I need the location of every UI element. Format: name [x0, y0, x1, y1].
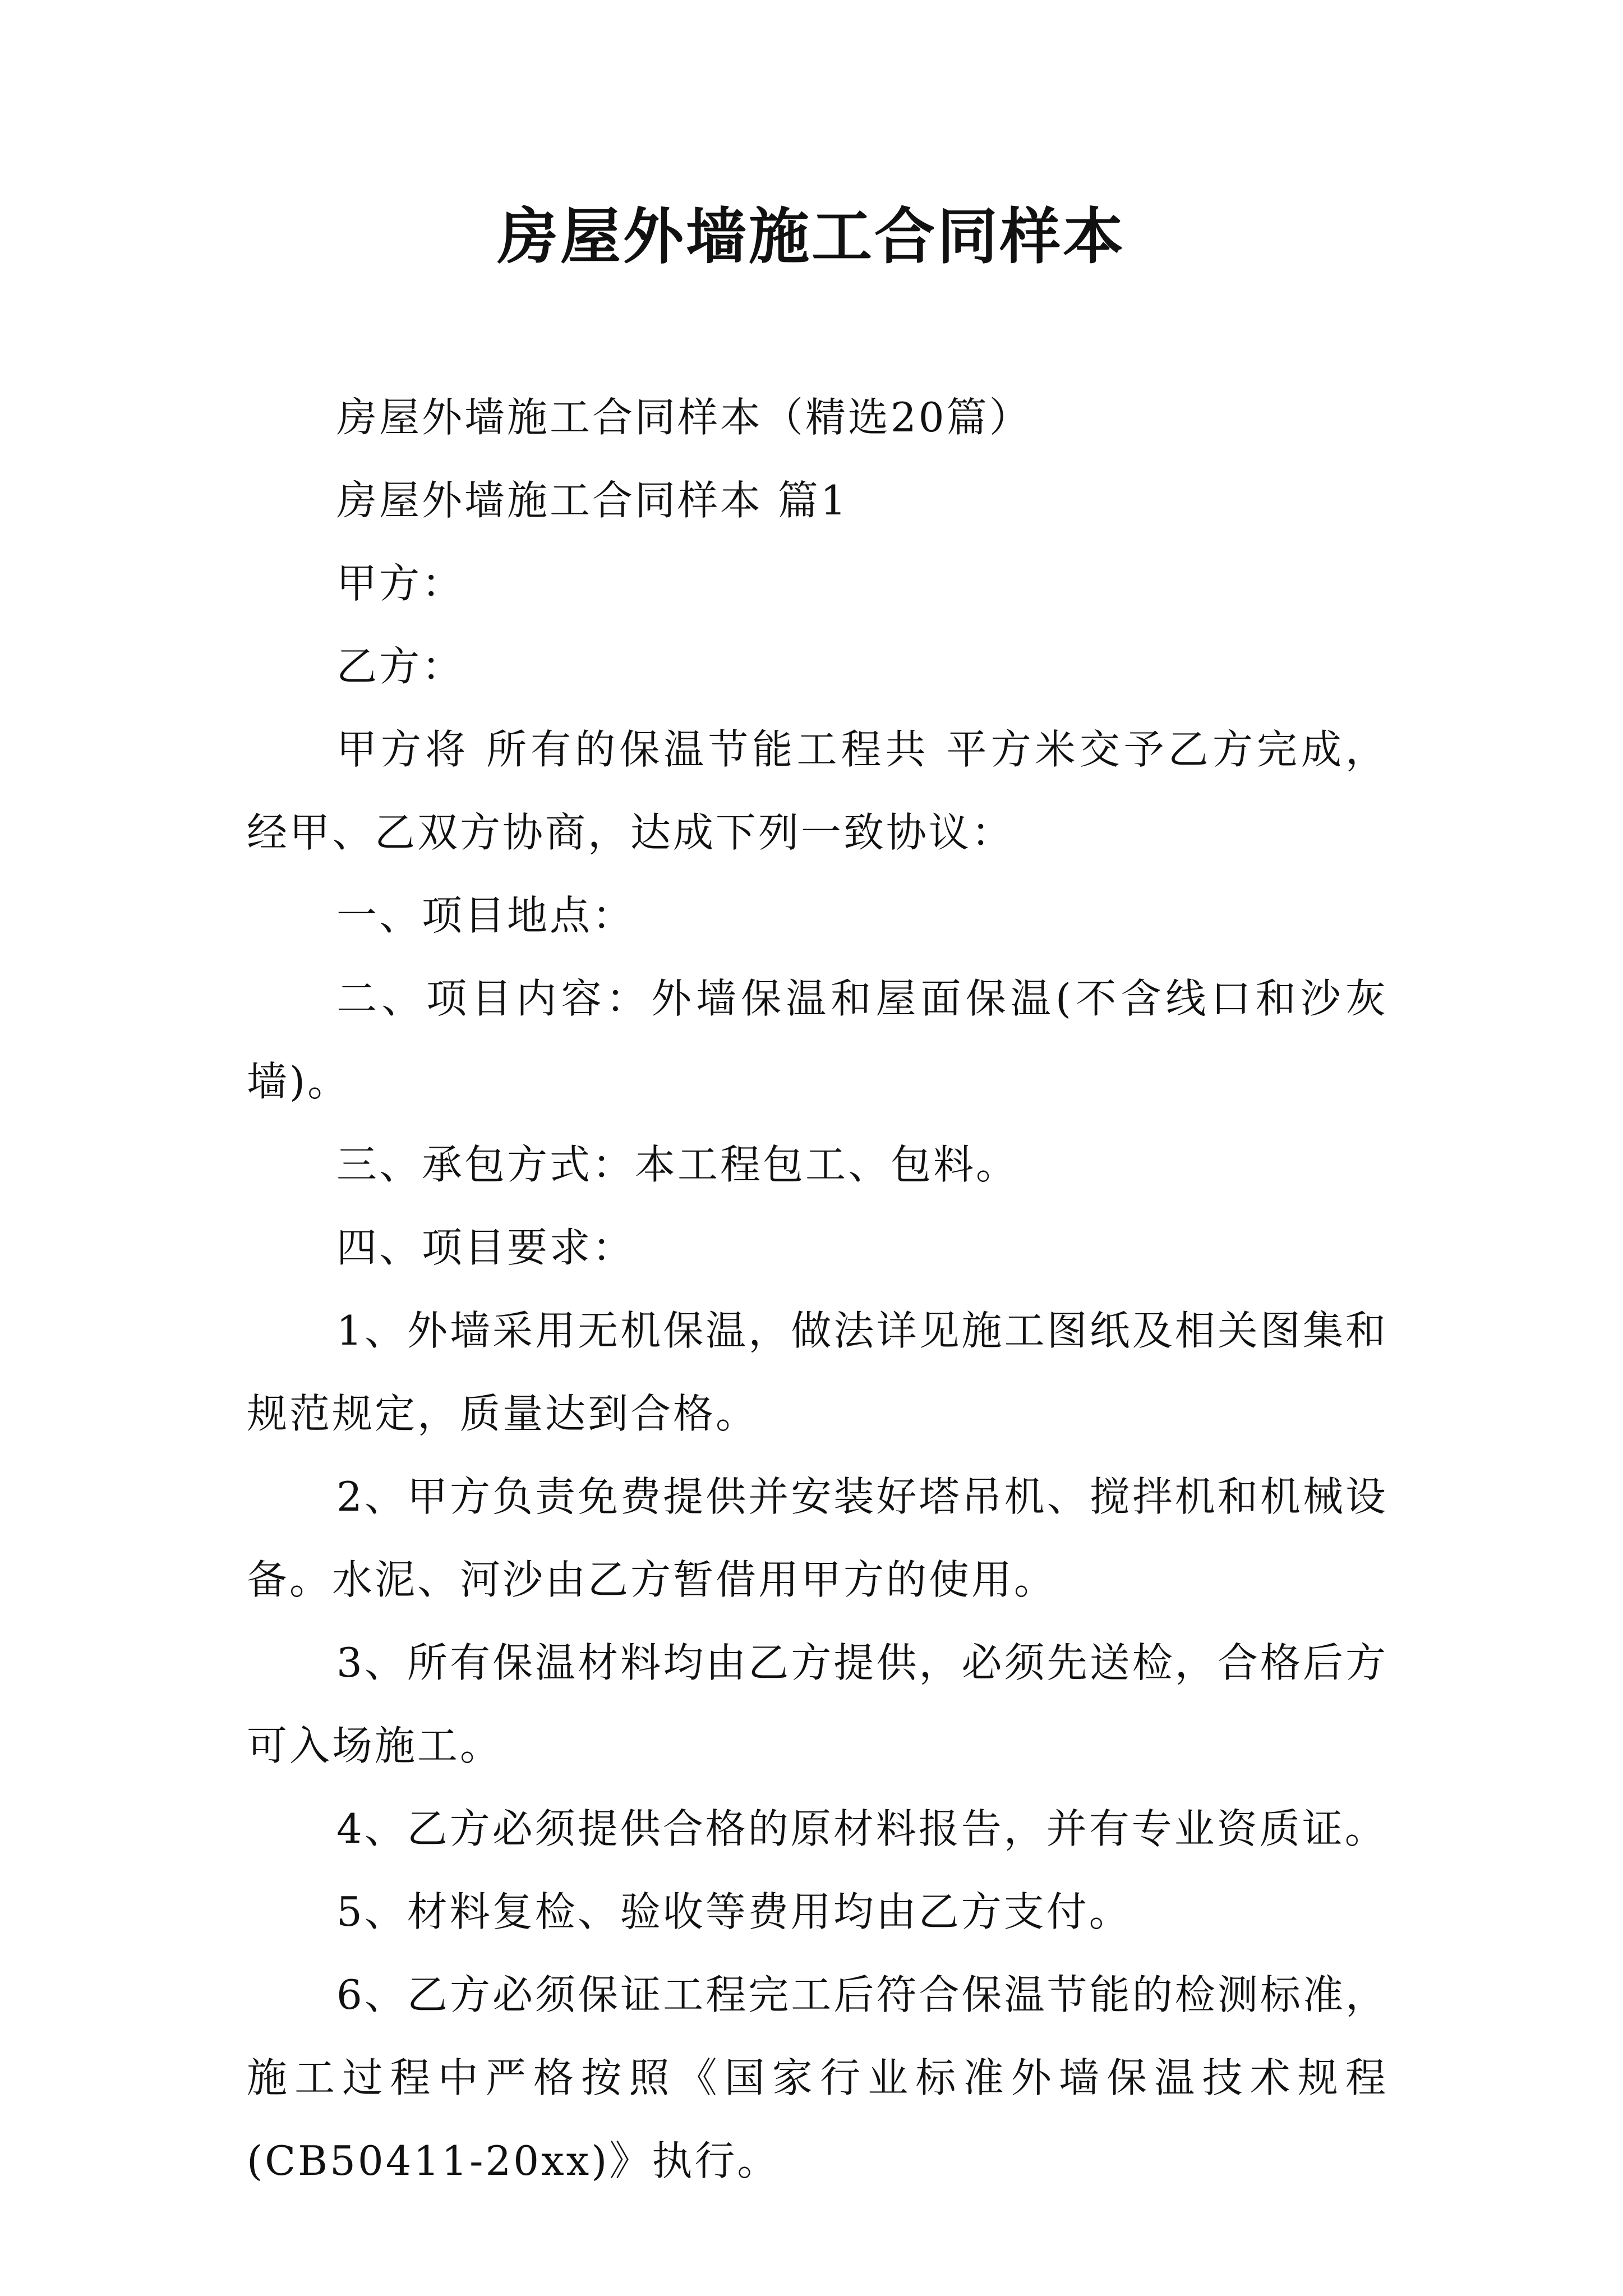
paragraph-requirement-5: 5、材料复检、验收等费用均由乙方支付。	[336, 1888, 1132, 1935]
paragraph-requirement-1: 1、外墙采用无机保温，做法详见施工图纸及相关图集和规范规定，质量达到合格。	[247, 1307, 1388, 1437]
paragraph-subtitle: 房屋外墙施工合同样本（精选20篇）	[336, 394, 1032, 441]
paragraph-chapter-heading: 房屋外墙施工合同样本 篇1	[336, 477, 849, 524]
paragraph-requirement-3: 3、所有保温材料均由乙方提供，必须先送检，合格后方可入场施工。	[247, 1639, 1388, 1769]
paragraph-requirement-4: 4、乙方必须提供合格的原材料报告，并有专业资质证。	[336, 1805, 1387, 1852]
paragraph-section-contract-mode: 三、承包方式：本工程包工、包料。	[336, 1141, 1019, 1188]
document-body	[247, 376, 1388, 2202]
paragraph-section-content: 二、项目内容：外墙保温和屋面保温(不含线口和沙灰墙)。	[247, 975, 1388, 1105]
paragraph-party-a: 甲方：	[336, 560, 465, 607]
paragraph-party-b: 乙方：	[336, 643, 465, 690]
paragraph-agreement-intro: 甲方将 所有的保温节能工程共 平方米交予乙方完成，经甲、乙双方协商，达成下列一致协议：	[247, 726, 1388, 856]
paragraph-requirement-2: 2、甲方负责免费提供并安装好塔吊机、搅拌机和机械设备。水泥、河沙由乙方暂借用甲方的使用。	[247, 1473, 1388, 1603]
paragraph-section-location: 一、项目地点：	[336, 892, 635, 939]
paragraph-section-requirements: 四、项目要求：	[336, 1224, 635, 1271]
paragraph-requirement-6: 6、乙方必须保证工程完工后符合保温节能的检测标准，施工过程中严格按照《国家行业标准外墙保温技术规程(CB50411-20xx)》执行。	[247, 1971, 1388, 2184]
document-title: 房屋外墙施工合同样本	[497, 201, 1126, 272]
